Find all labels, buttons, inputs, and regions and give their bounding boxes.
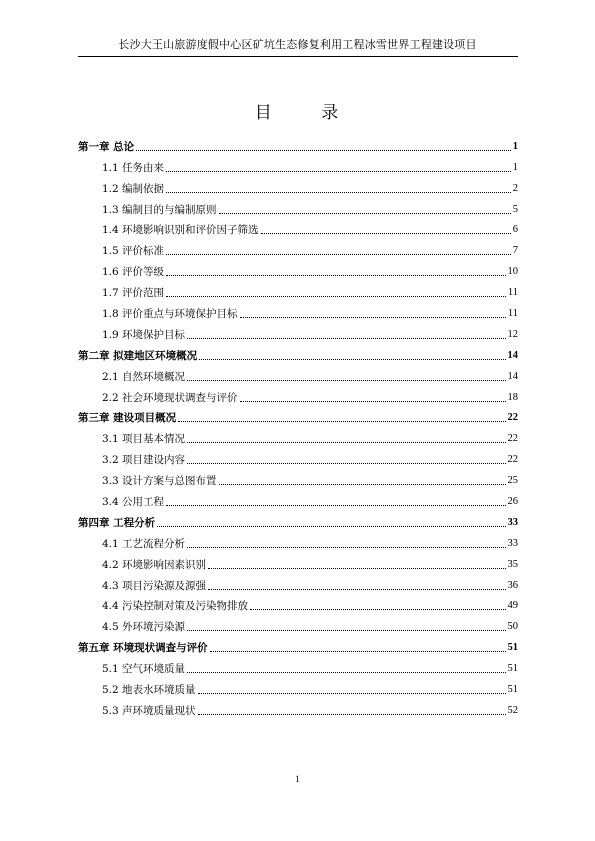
toc-section-entry[interactable] (78, 697, 518, 718)
dot-leader (261, 233, 511, 234)
table-of-contents (78, 133, 518, 718)
toc-entry-title: 3.1 项目基本情况 (102, 433, 186, 446)
toc-entry-page-number: 14 (507, 370, 518, 382)
toc-entry-title: 第三章 建设项目概况 (78, 412, 177, 425)
toc-entry-title: 4.1 工艺流程分析 (102, 537, 186, 550)
dot-leader (187, 338, 505, 339)
toc-entry-page-number: 51 (507, 684, 518, 696)
toc-entry-page-number: 2 (512, 182, 518, 194)
toc-section-entry[interactable] (78, 237, 518, 258)
toc-entry-title: 1.8 评价重点与环境保护目标 (102, 308, 238, 321)
dot-leader (166, 171, 511, 172)
header-rule (78, 56, 518, 57)
toc-entry-page-number: 5 (512, 203, 518, 215)
toc-entry-page-number: 35 (507, 558, 518, 570)
dot-leader (187, 672, 505, 673)
dot-leader (166, 505, 505, 506)
dot-leader (178, 421, 505, 422)
toc-entry-page-number: 49 (507, 600, 518, 612)
dot-leader (198, 714, 506, 715)
toc-entry-title: 第二章 拟建地区环境概况 (78, 349, 198, 362)
toc-entry-page-number: 33 (507, 537, 518, 549)
toc-entry-title: 4.2 环境影响因素识别 (102, 558, 207, 571)
toc-entry-page-number: 12 (507, 328, 518, 340)
dot-leader (240, 317, 506, 318)
dot-leader (187, 463, 505, 464)
toc-entry-title: 3.4 公用工程 (102, 496, 165, 509)
dot-leader (187, 630, 505, 631)
toc-entry-title: 第四章 工程分析 (78, 516, 156, 529)
toc-entry-page-number: 50 (507, 621, 518, 633)
toc-chapter-entry[interactable] (78, 133, 518, 154)
toc-entry-title: 4.4 污染控制对策及污染物排放 (102, 600, 249, 613)
toc-entry-title: 2.2 社会环境现状调查与评价 (102, 391, 238, 404)
toc-section-entry[interactable] (78, 384, 518, 405)
toc-title: 目 录 (254, 103, 361, 123)
dot-leader (187, 380, 505, 381)
toc-entry-title: 1.1 任务由来 (102, 161, 165, 174)
toc-entry-page-number: 11 (507, 287, 518, 299)
toc-entry-page-number: 1 (512, 140, 518, 152)
toc-section-entry[interactable] (78, 217, 518, 238)
toc-entry-page-number: 6 (512, 224, 518, 236)
toc-section-entry[interactable] (78, 551, 518, 572)
toc-section-entry[interactable] (78, 300, 518, 321)
toc-entry-title: 4.5 外环境污染源 (102, 621, 186, 634)
toc-entry-page-number: 25 (507, 475, 518, 487)
toc-section-entry[interactable] (78, 488, 518, 509)
toc-entry-page-number: 26 (507, 496, 518, 508)
toc-entry-title: 2.1 自然环境概况 (102, 370, 186, 383)
dot-leader (136, 150, 511, 151)
toc-entry-page-number: 22 (507, 454, 518, 466)
toc-entry-title: 3.3 设计方案与总图布置 (102, 475, 217, 488)
dot-leader (208, 589, 505, 590)
toc-section-entry[interactable] (78, 279, 518, 300)
dot-leader (187, 442, 505, 443)
toc-entry-title: 第五章 环境现状调查与评价 (78, 642, 208, 655)
dot-leader (219, 213, 511, 214)
dot-leader (166, 192, 511, 193)
toc-section-entry[interactable] (78, 154, 518, 175)
toc-entry-title: 1.3 编制目的与编制原则 (102, 203, 217, 216)
toc-entry-page-number: 33 (507, 516, 518, 528)
dot-leader (240, 401, 506, 402)
dot-leader (250, 609, 505, 610)
toc-entry-page-number: 51 (507, 663, 518, 675)
toc-entry-title: 5.2 地表水环境质量 (102, 684, 196, 697)
toc-entry-page-number: 18 (507, 391, 518, 403)
toc-section-entry[interactable] (78, 175, 518, 196)
toc-chapter-entry[interactable] (78, 634, 518, 655)
toc-section-entry[interactable] (78, 613, 518, 634)
toc-entry-title: 5.1 空气环境质量 (102, 663, 186, 676)
toc-section-entry[interactable] (78, 676, 518, 697)
toc-entry-page-number: 36 (507, 579, 518, 591)
toc-chapter-entry[interactable] (78, 342, 518, 363)
toc-entry-page-number: 10 (507, 266, 518, 278)
toc-section-entry[interactable] (78, 530, 518, 551)
dot-leader (198, 693, 506, 694)
toc-section-entry[interactable] (78, 593, 518, 614)
toc-section-entry[interactable] (78, 446, 518, 467)
toc-entry-title: 1.4 环境影响识别和评价因子筛选 (102, 224, 259, 237)
toc-section-entry[interactable] (78, 258, 518, 279)
toc-section-entry[interactable] (78, 321, 518, 342)
dot-leader (166, 275, 505, 276)
running-header: 长沙大王山旅游度假中心区矿坑生态修复利用工程冰雪世界工程建设项目 (118, 38, 477, 51)
page-number: 1 (295, 774, 300, 784)
toc-entry-page-number: 22 (507, 412, 518, 424)
toc-entry-page-number: 1 (512, 161, 518, 173)
toc-entry-title: 5.3 声环境质量现状 (102, 704, 196, 717)
toc-entry-page-number: 14 (507, 349, 518, 361)
dot-leader (199, 359, 505, 360)
dot-leader (210, 651, 506, 652)
dot-leader (157, 526, 505, 527)
toc-entry-title: 3.2 项目建设内容 (102, 454, 186, 467)
toc-section-entry[interactable] (78, 363, 518, 384)
toc-section-entry[interactable] (78, 196, 518, 217)
toc-entry-page-number: 52 (507, 704, 518, 716)
dot-leader (187, 547, 505, 548)
toc-section-entry[interactable] (78, 655, 518, 676)
toc-entry-title: 1.2 编制依据 (102, 182, 165, 195)
toc-section-entry[interactable] (78, 425, 518, 446)
toc-chapter-entry[interactable] (78, 405, 518, 426)
dot-leader (219, 484, 506, 485)
toc-entry-page-number: 7 (512, 245, 518, 257)
toc-entry-title: 4.3 项目污染源及源强 (102, 579, 207, 592)
toc-chapter-entry[interactable] (78, 509, 518, 530)
toc-entry-page-number: 51 (507, 642, 518, 654)
toc-section-entry[interactable] (78, 572, 518, 593)
toc-entry-page-number: 11 (507, 308, 518, 320)
toc-entry-title: 1.7 评价范围 (102, 287, 165, 300)
dot-leader (166, 296, 506, 297)
toc-entry-page-number: 22 (507, 433, 518, 445)
toc-entry-title: 1.6 评价等级 (102, 266, 165, 279)
toc-entry-title: 1.9 环境保护目标 (102, 328, 186, 341)
toc-section-entry[interactable] (78, 467, 518, 488)
toc-entry-title: 1.5 评价标准 (102, 245, 165, 258)
toc-entry-title: 第一章 总论 (78, 140, 135, 153)
dot-leader (208, 568, 505, 569)
dot-leader (166, 254, 511, 255)
